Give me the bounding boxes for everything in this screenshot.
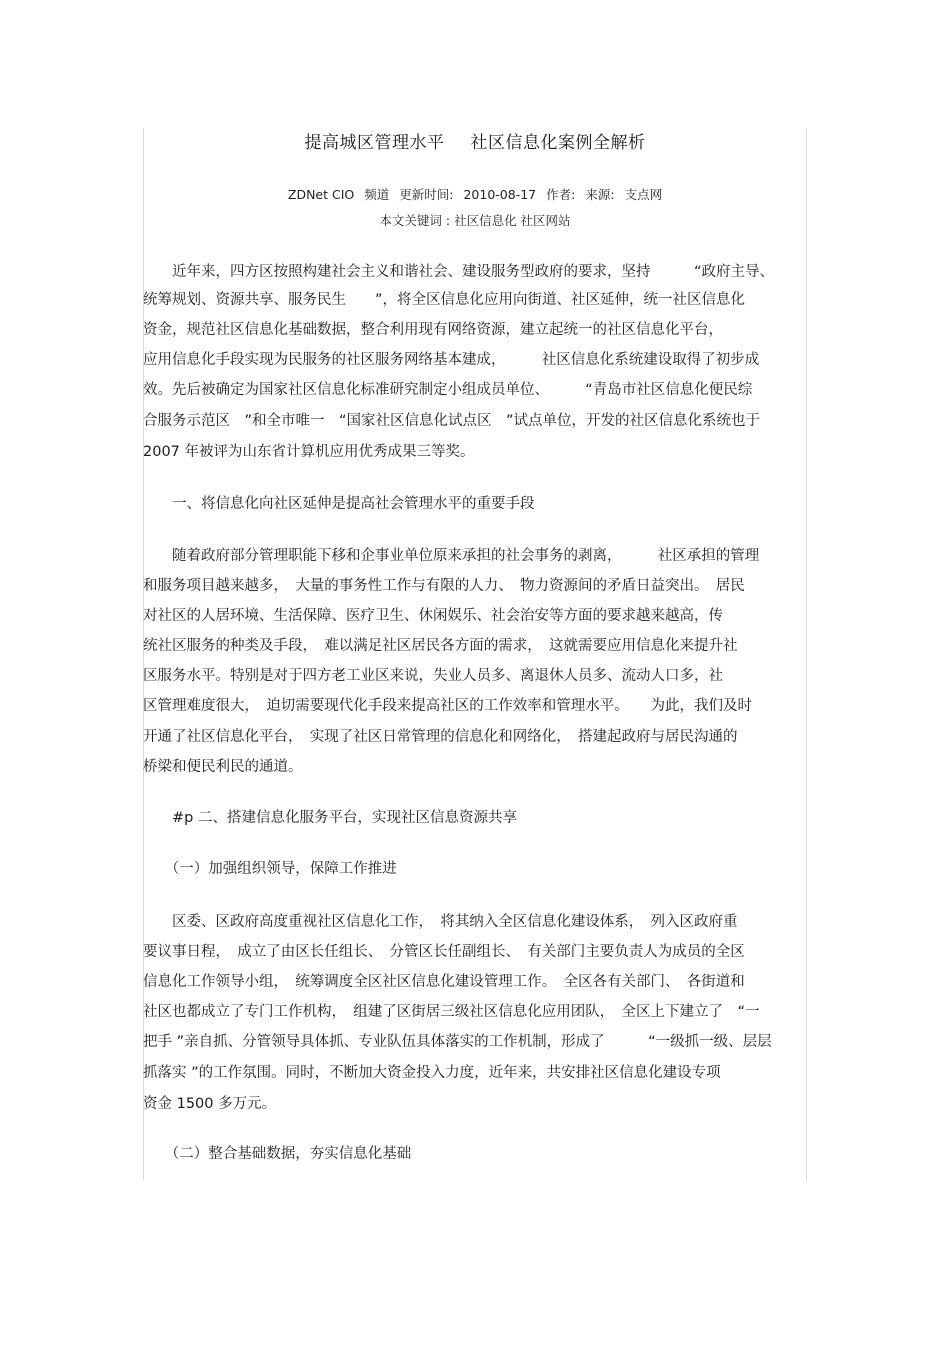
subsection-heading: （一）加强组织领导，保障工作推进 [143, 861, 397, 877]
body-line: 2007 年被评为山东省计算机应用优秀成果三等奖。 [143, 444, 475, 460]
meta-source-value: 支点网 [624, 187, 663, 202]
body-line: 应用信息化手段实现为民服务的社区服务网络基本建成， 社区信息化系统建设取得了初步成 [143, 352, 760, 368]
meta-author-label: 作者: [546, 187, 576, 202]
body-line: 要议事日程， 成立了由区长任组长、 分管区长任副组长、 有关部门主要负责人为成员的全区 [143, 944, 745, 960]
body-line: 社区也都成立了专门工作机构， 组建了区街居三级社区信息化应用团队， 全区上下建立了 “一 [143, 1004, 760, 1020]
body-line: 抓落实 ”的工作氛围。同时，不断加大资金投入力度，近年来，共安排社区信息化建设专项 [143, 1065, 721, 1081]
meta-updated-label: 更新时间: [399, 187, 454, 202]
title-part-1: 提高城区管理水平 [304, 133, 445, 153]
section-heading: #p 二、搭建信息化服务平台，实现社区信息资源共享 [143, 810, 517, 826]
meta-updated-value: 2010-08-17 [463, 187, 537, 202]
body-line: 和服务项目越来越多， 大量的事务性工作与有限的人力、 物力资源间的矛盾日益突出。 居民 [143, 578, 745, 594]
body-line: 统社区服务的种类及手段， 难以满足社区居民各方面的需求， 这就需要应用信息化来提升社 [143, 638, 738, 654]
body-line: 效。先后被确定为国家社区信息化标准研究制定小组成员单位、 “青岛市社区信息化便民综 [143, 382, 753, 398]
meta-channel: ZDNet CIO [287, 187, 355, 202]
body-line: 区管理难度很大， 迫切需要现代化手段来提高社区的工作效率和管理水平。 为此，我们及时 [143, 698, 752, 714]
body-line: 开通了社区信息化平台， 实现了社区日常管理的信息化和网络化， 搭建起政府与居民沟通的 [143, 729, 738, 745]
article-meta [143, 185, 807, 203]
body-line: 区服务水平。特别是对于四方老工业区来说，失业人员多、离退休人员多、流动人口多，社 [143, 668, 723, 684]
body-line: 合服务示范区 ”和全市唯一 “国家社区信息化试点区 ”试点单位，开发的社区信息化系统也于 [143, 413, 761, 429]
body-line: 区委、区政府高度重视社区信息化工作， 将其纳入全区信息化建设体系， 列入区政府重 [143, 914, 738, 930]
body-line: 近年来，四方区按照构建社会主义和谐社会、建设服务型政府的要求，坚持 “政府主导、 [143, 264, 775, 280]
meta-source-label: 来源: [585, 187, 615, 202]
article-title [143, 128, 807, 153]
article-keywords: 本文关键词 : 社区信息化 社区网站 [379, 213, 571, 228]
body-line: 把手 ”亲自抓、分管领导具体抓、专业队伍具体落实的工作机制，形成了 “一级抓一级、层层 [143, 1034, 772, 1050]
title-part-2: 社区信息化案例全解析 [470, 133, 646, 153]
body-line: 资金 1500 多万元。 [143, 1096, 277, 1112]
body-line: 桥梁和便民利民的通道。 [143, 759, 303, 775]
meta-channel-suffix: 频道 [364, 187, 390, 202]
subsection-heading: （二）整合基础数据，夯实信息化基础 [143, 1146, 412, 1162]
body-line: 统筹规划、资源共享、服务民生 ”，将全区信息化应用向街道、社区延伸，统一社区信息化 [143, 292, 746, 308]
body-line: 对社区的人居环境、生活保障、医疗卫生、休闲娱乐、社会治安等方面的要求越来越高，传 [143, 608, 723, 624]
body-line: 信息化工作领导小组， 统筹调度全区社区信息化建设管理工作。 全区各有关部门、 各街道和 [143, 974, 745, 990]
section-heading: 一、将信息化向社区延伸是提高社会管理水平的重要手段 [143, 496, 535, 512]
body-line: 随着政府部分管理职能下移和企事业单位原来承担的社会事务的剥离， 社区承担的管理 [143, 548, 760, 564]
body-line: 资金，规范社区信息化基础数据，整合利用现有网络资源，建立起统一的社区信息化平台， [143, 322, 723, 338]
